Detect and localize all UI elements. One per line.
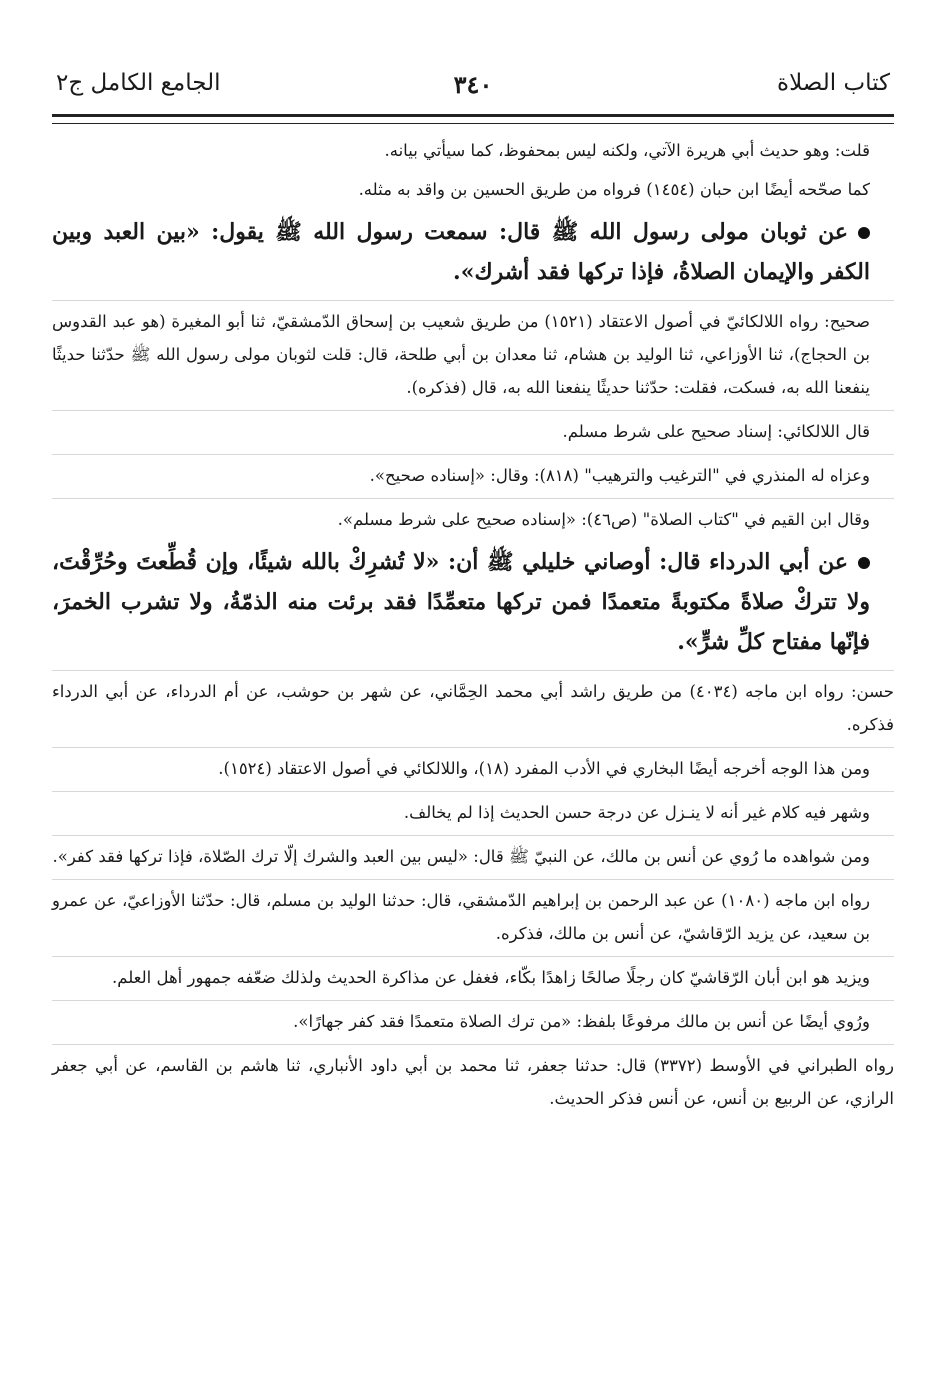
paragraph: وشهر فيه كلام غير أنه لا ينـزل عن درجة حسن الحديث إذا لم يخالف. xyxy=(403,803,870,822)
divider xyxy=(52,879,894,880)
paragraph: كما صحّحه أيضًا ابن حبان (١٤٥٤) فرواه من طريق الحسين بن واقد به مثله. xyxy=(358,180,870,199)
hadith-text: عن ثوبان مولى رسول الله ﷺ قال: سمعت رسول الله ﷺ يقول: «بين العبد وبين الكفر والإيمان الصلاةُ، فإذا تركها فقد أشرك». xyxy=(52,219,870,285)
page-number: ٣٤٠ xyxy=(453,70,493,99)
paragraph: رواه الطبراني في الأوسط (٣٣٧٢) قال: حدثنا جعفر، ثنا محمد بن أبي داود الأنباري، ثنا هاشم بن القاسم، عن أبي جعفر الرازي، عن الربيع بن أنس، عن أنس فذكر الحديث. xyxy=(52,1056,894,1108)
hadith-paragraph xyxy=(52,542,894,662)
paragraph: وقال ابن القيم في "كتاب الصلاة" (ص٤٦): «إسناده صحيح على شرط مسلم». xyxy=(337,510,870,529)
paragraph: ورُوي أيضًا عن أنس بن مالك مرفوعًا بلفظ: «من ترك الصلاة متعمدًا فقد كفر جهارًا». xyxy=(293,1012,870,1031)
divider xyxy=(52,670,894,671)
paragraph: ويزيد هو ابن أبان الرّقاشيّ كان رجلًا صالحًا زاهدًا بكّاء، فغفل عن مذاكرة الحديث ولذلك ضعّفه جمهور أهل العلم. xyxy=(111,968,870,987)
paragraph: ومن هذا الوجه أخرجه أيضًا البخاري في الأدب المفرد (١٨)، واللالكائي في أصول الاعتقاد (١٥٢٤). xyxy=(218,759,870,778)
paragraph: رواه ابن ماجه (١٠٨٠) عن عبد الرحمن بن إبراهيم الدّمشقي، قال: حدثنا الوليد بن مسلم، قال: حدّثنا الأوزاعيّ، عن عمرو بن سعيد، عن يزيد الرّقاشيّ، عن أنس بن مالك، فذكره. xyxy=(52,891,870,943)
header-rule xyxy=(52,114,894,124)
header-book-title: الجامع الكامل ج٢ xyxy=(56,70,221,96)
divider xyxy=(52,791,894,792)
divider xyxy=(52,1000,894,1001)
divider xyxy=(52,956,894,957)
bullet-icon xyxy=(858,227,870,239)
divider xyxy=(52,300,894,301)
hadith-paragraph xyxy=(52,212,894,292)
divider xyxy=(52,410,894,411)
hadith-text: عن أبي الدرداء قال: أوصاني خليلي ﷺ أن: «لا تُشرِكْ بالله شيئًا، وإن قُطِّعتَ وحُرِّقْتَ، ولا تتركْ صلاةً مكتوبةً متعمدًا فمن تركها متعمِّدًا فقد برئت منه الذمّةُ، ولا تشرب الخمرَ، فإنّها مفتاح كلِّ شرٍّ». xyxy=(52,549,870,655)
divider xyxy=(52,835,894,836)
bullet-icon xyxy=(858,557,870,569)
paragraph: صحيح: رواه اللالكائيّ في أصول الاعتقاد (١٥٢١) من طريق شعيب بن إسحاق الدّمشقيّ، ثنا أبو المغيرة (هو عبد القدوس بن الحجاج)، ثنا الأوزاعي، ثنا الوليد بن هشام، ثنا معدان بن أبي طلحة، قال: قلت لثوبان مولى رسول الله ﷺ حدّثنا حديثًا ينفعنا الله به، فسكت، فقلت: حدّثنا حديثًا ينفعنا الله به، قال (فذكره). xyxy=(52,312,871,397)
page-body xyxy=(52,134,894,1121)
header-chapter-title: كتاب الصلاة xyxy=(777,70,890,96)
paragraph: حسن: رواه ابن ماجه (٤٠٣٤) من طريق راشد أبي محمد الحِمَّاني، عن شهر بن حوشب، عن أم الدرداء، عن أبي الدرداء فذكره. xyxy=(52,682,894,734)
paragraph: وعزاه له المنذري في "الترغيب والترهيب" (٨١٨): وقال: «إسناده صحيح». xyxy=(369,466,870,485)
book-page xyxy=(52,0,894,1375)
running-header xyxy=(52,70,894,110)
paragraph: قال اللالكائي: إسناد صحيح على شرط مسلم. xyxy=(562,422,870,441)
divider xyxy=(52,1044,894,1045)
paragraph: قلت: وهو حديث أبي هريرة الآتي، ولكنه ليس بمحفوظ، كما سيأتي بيانه. xyxy=(384,141,870,160)
paragraph: ومن شواهده ما رُوي عن أنس بن مالك، عن النبيّ ﷺ قال: «ليس بين العبد والشرك إلّا ترك الصّلاة، فإذا تركها فقد كفر». xyxy=(52,847,870,866)
divider xyxy=(52,747,894,748)
divider xyxy=(52,454,894,455)
divider xyxy=(52,498,894,499)
